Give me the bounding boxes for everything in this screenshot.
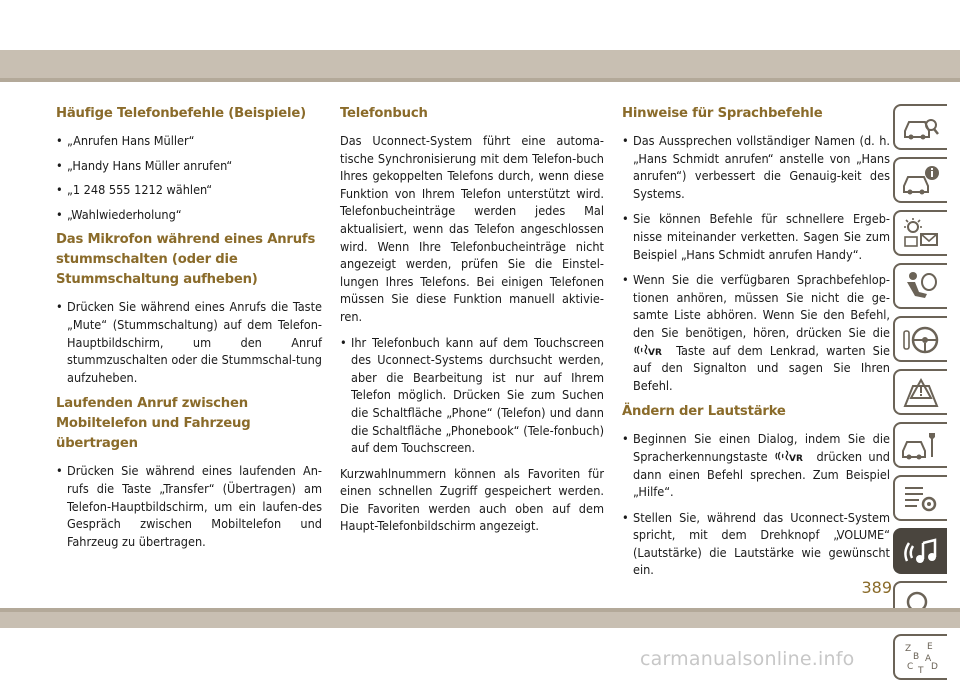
paragraph: Das Uconnect-System führt eine automa-tische Synchronisierung mit dem Telefon-buch Ihres gekoppelten Telefons durch, wenn diese Funktion von Ihrem Telefon unterstützt wird. Telefonbucheinträge werden jedes Mal aktualisiert, wenn das Telefon angeschlossen wird. Wenn Ihre Telefonbucheinträge nicht angezeigt werden, prüfen Sie die Einstel-lungen Ihres Telefons. Bei einigen Telefonen müssen Sie diese Funktion manuell aktivie-ren. [340, 133, 604, 324]
list-item: • Stellen Sie, während das Uconnect-System spricht, mit dem Drehknopf „VOLUME“ (Lautstärke) die Lautstärke wie gewünscht ein. [622, 509, 890, 579]
airbag-person-icon [901, 270, 941, 304]
column-3 [622, 104, 890, 587]
road-warning-icon [901, 376, 941, 410]
car-wrench-icon [901, 429, 941, 463]
mute-list [56, 298, 322, 386]
svg-text:Z: Z [905, 644, 912, 654]
steering-wheel-icon [901, 323, 941, 357]
voice-recognition-icon [774, 449, 810, 463]
svg-text:A: A [925, 654, 932, 664]
car-info-icon [901, 164, 941, 198]
list-item-text: Wenn Sie die verfügbaren Sprachbefehlop-tionen anhören, müssen Sie nicht die ge-samte Liste abhören. Wenn Sie den Befehl, den Sie benötigen, hören, drücken Sie die [633, 272, 890, 340]
page-number: 389 [861, 578, 892, 597]
watermark-text: carmanualsonline.info [640, 648, 855, 670]
list-item-text: drücken und dann einen Befehl sprechen. Zum Beispiel „Hilfe“. [633, 448, 890, 500]
transfer-list [56, 462, 322, 550]
voice-tips-list [622, 132, 890, 394]
list-item: • Drücken Sie während eines laufenden An-rufs die Taste „Transfer“ (Übertragen) am Telefon-Hauptbildschirm, um ein laufen-des Gespräch zwischen Mobiltelefon und Fahrzeug zu übertragen. [56, 462, 322, 550]
heading-transfer-call: Laufenden Anruf zwischen Mobiltelefon und Fahrzeug übertragen [56, 396, 251, 452]
heading-common-phone-commands: Häufige Telefonbefehle (Beispiele) [56, 106, 306, 121]
column-1 [56, 104, 322, 558]
top-band-edge [0, 78, 960, 82]
svg-text:VR: VR [648, 347, 662, 357]
tab-starting-operating[interactable] [893, 316, 947, 362]
tab-technical-specs[interactable] [893, 475, 947, 521]
top-band [0, 50, 960, 78]
common-commands-list [56, 132, 322, 223]
tab-instrument-panel[interactable] [893, 210, 947, 256]
heading-change-volume: Ändern der Lautstärke [622, 404, 786, 420]
column-2 [340, 104, 604, 543]
list-item: • Das Aussprechen vollständiger Namen (d. h. „Hans Schmidt anrufen“ anstelle von „Hans anrufen“) verbessert die Genauig-keit des Systems. [622, 132, 890, 202]
tab-vehicle-overview[interactable] [893, 104, 947, 150]
warning-lights-icon [901, 217, 941, 251]
list-item [622, 271, 890, 394]
list-item: • „Wahlwiederholung“ [56, 206, 322, 224]
paragraph: Kurzwahlnummern können als Favoriten für einen schnellen Zugriff gespeichert werden. Die Favoriten werden auch oben auf dem Haupt-Telefonbildschirm angezeigt. [340, 465, 604, 534]
list-item: • Drücken Sie während eines Anrufs die Taste „Mute“ (Stummschaltung) auf dem Telefon-Hauptbildschirm, um den Anruf stummzuschalten oder die Stummschal-tung aufzuheben. [56, 298, 322, 386]
car-magnifier-icon [901, 111, 941, 145]
tab-emergency[interactable] [893, 369, 947, 415]
chapter-tabs [893, 104, 947, 687]
tab-alphabetical-index[interactable] [893, 634, 947, 680]
list-item: • „Handy Hans Müller anrufen“ [56, 157, 322, 175]
list-item: • Sie können Befehle für schnellere Ergeb-nisse miteinander verketten. Sagen Sie zum Beispiel „Hans Schmidt anrufen Handy“. [622, 210, 890, 263]
list-gear-icon [901, 482, 941, 516]
bottom-band [0, 612, 960, 628]
tab-servicing[interactable] [893, 422, 947, 468]
heading-mute-microphone: Das Mikrofon während eines Anrufs stummschalten (oder die Stummschaltung aufheben) [56, 232, 316, 288]
multimedia-icon [901, 535, 941, 569]
list-item-text: Taste auf dem Lenkrad, warten Sie auf den Signalton und sagen Sie Ihren Befehl. [633, 342, 890, 393]
list-item-text: Beginnen Sie einen Dialog, indem Sie die Spracherkennungstaste [633, 431, 890, 464]
list-item: • „Anrufen Hans Müller“ [56, 132, 322, 150]
volume-list [622, 430, 890, 579]
svg-text:D: D [931, 662, 938, 672]
svg-text:VR: VR [789, 453, 803, 463]
heading-voice-command-tips: Hinweise für Sprachbefehle [622, 106, 823, 121]
list-item [622, 430, 890, 500]
heading-phonebook: Telefonbuch [340, 106, 428, 121]
svg-text:T: T [918, 666, 924, 675]
alphabet-index-icon [901, 641, 941, 675]
list-item: • „1 248 555 1212 wählen“ [56, 181, 322, 199]
svg-text:B: B [913, 652, 920, 662]
svg-text:E: E [927, 642, 933, 652]
svg-text:C: C [907, 662, 914, 672]
list-item: • Ihr Telefonbuch kann auf dem Touchscreen des Uconnect-Systems durchsucht werden, aber die Bearbeitung ist nur auf Ihrem Telefon möglich. Drücken Sie zum Suchen die Schaltfläche „Phone“ (Telefon) und dann die Schaltfläche „Phonebook“ (Tele-fonbuch) auf dem Touchscreen. [340, 334, 604, 457]
voice-recognition-icon [633, 343, 669, 357]
tab-safety[interactable] [893, 263, 947, 309]
phonebook-list [340, 334, 604, 457]
tab-multimedia[interactable] [893, 528, 947, 574]
tab-getting-started[interactable] [893, 157, 947, 203]
